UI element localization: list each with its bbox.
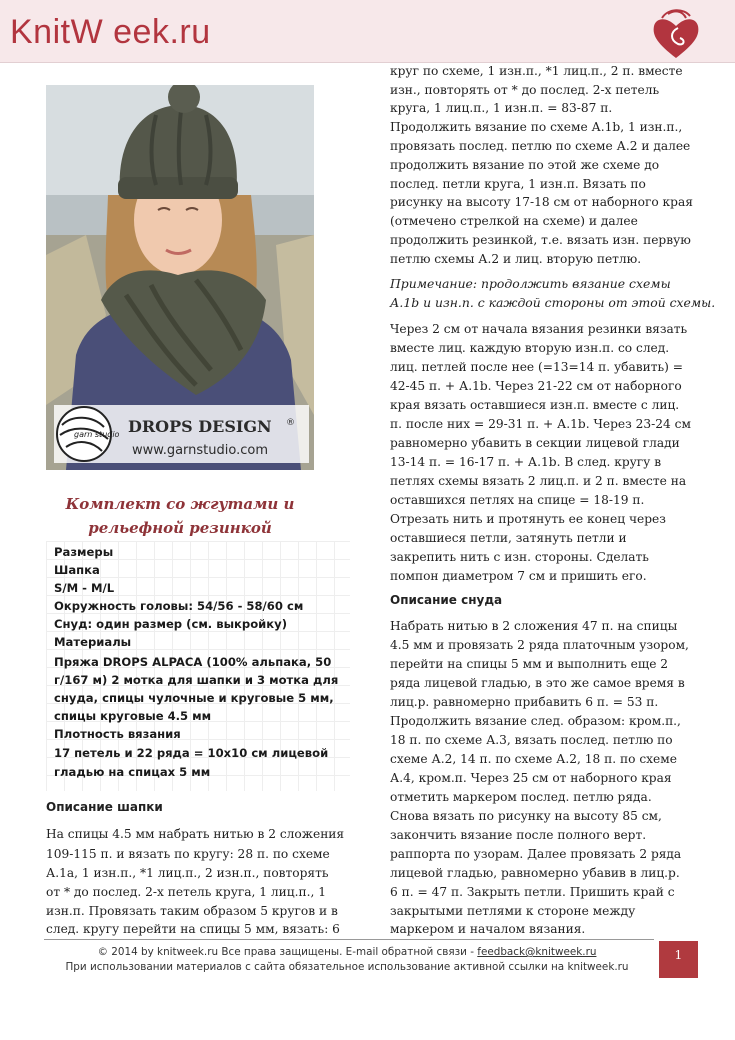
spec-line: Материалы [54,635,132,649]
site-header [0,0,735,63]
snood-text-line: 18 п. по схеме А.3, вязать послед. петлю по [390,733,673,747]
spec-line: 17 петель и 22 ряда = 10х10 см лицевой [54,746,329,760]
snood-text-line: перейти на спицы 5 мм и выполнить еще 2 [390,657,669,671]
garnstudio-url[interactable]: www.garnstudio.com [132,443,269,458]
title-line: рельефной резинкой [88,519,272,537]
spec-line: Снуд: один размер (см. выкройку) [54,617,288,631]
right-text-line: 13-14 п. = 16-17 п. + А.1b. В след. кругу в [390,455,662,469]
site-logo-text[interactable]: KnitW eek.ru [10,13,211,51]
snood-text-line: Набрать нитью в 2 сложения 47 п. на спицы [390,619,678,633]
right-text-line: равномерно убавить в секции лицевой глади [390,436,680,450]
right-text-line: вместе лиц. каждую вторую изн.п. со след. [390,341,670,355]
spec-line: спицы круговые 4.5 мм [54,709,212,723]
right-text-line: п. после них = 29-31 п. + А.1b. Через 23-24 см [390,417,691,431]
trademark-symbol: ® [286,418,295,428]
snood-text-line: 4.5 мм и провязать 2 ряда платочным узором, [390,638,689,652]
specifications-box [46,541,350,791]
right-text-line: оставшиеся петли, затянуть петли и [390,531,627,545]
right-text-line: провязать послед. петлю по схеме А.2 и далее [390,139,691,153]
right-text-line: продолжить резинкой, т.е. вязать изн. первую [390,233,691,247]
garnstudio-badge-text: garn studio [74,430,120,439]
drops-design-brand: DROPS DESIGN [128,417,272,436]
right-text-line: петлю схемы А.2 и лиц. вторую петлю. [390,252,642,266]
snood-text-line: 6 п. = 47 п. Закрыть петли. Пришить край с [390,885,675,899]
spec-line: Пряжа DROPS ALPACA (100% альпака, 50 [54,655,332,669]
spec-line: Плотность вязания [54,727,181,741]
right-text-line: продолжить вязание по этой же схеме до [390,158,660,172]
page-number: 1 [659,941,698,978]
right-text-line: круга, 1 лиц.п., 1 изн.п. = 83-87 п. [390,101,613,115]
woman-hat-snood-illustration [46,85,314,470]
feedback-email-link[interactable]: feedback@knitweek.ru [477,946,597,958]
hat-text-line: А.1а, 1 изн.п., *1 лиц.п., 2 изн.п., повторять [46,866,329,880]
snood-heading: Описание снуда [390,593,503,607]
snood-text-line: раппорта по узорам. Далее провязать 2 ряда [390,847,682,861]
footer-notice: При использовании материалов с сайта обязательное использование активной ссылки на knitweek.ru [65,961,629,973]
right-text-line: послед. петли круга, 1 изн.п. Вязать по [390,177,646,191]
right-text-line: Отрезать нить и протянуть ее конец через [390,512,666,526]
snood-text-line: Продолжить вязание след. образом: кром.п., [390,714,681,728]
snood-text-line: лицевой гладью, равномерно убавив в лиц.р. [390,866,680,880]
right-text-line: Продолжить вязание по схеме А.1b, 1 изн.п., [390,120,683,134]
spec-line: Размеры [54,545,114,559]
spec-line: снуда, спицы чулочные и круговые 5 мм, [54,691,334,705]
spec-line: Шапка [54,563,100,577]
pattern-title [46,492,314,540]
hat-text-line: На спицы 4.5 мм набрать нитью в 2 сложения [46,827,345,841]
snood-text-line: маркером и началом вязания. [390,922,586,936]
hat-text-line: от * до послед. 2-х петель круга, 1 лиц.п., 1 [46,885,326,899]
snood-text-line: Снова вязать по рисунку на высоту 85 см, [390,809,662,823]
hat-text-line: изн.п. Провязать таким образом 5 кругов и в [46,904,338,918]
right-text-line: рисунку на высоту 17-18 см от наборного края [390,195,693,209]
title-line: Комплект со жгутами и [65,495,295,513]
spec-line: гладью на спицах 5 мм [54,765,211,779]
note-line: Примечание: продолжить вязание схемы [390,276,671,291]
heart-yarn-logo-icon [648,6,704,60]
right-text-line: помпон диаметром 7 см и пришить его. [390,569,647,583]
hat-text-line: след. кругу перейти на спицы 5 мм, вязать: 6 [46,922,340,936]
spec-line: Окружность головы: 54/56 - 58/60 см [54,599,304,613]
hat-heading: Описание шапки [46,800,163,814]
right-text-line: круг по схеме, 1 изн.п., *1 лиц.п., 2 п. вместе [390,64,683,78]
note-line: А.1b и изн.п. с каждой стороны от этой схемы. [390,295,716,310]
snood-text-line: А.4, кром.п. Через 25 см от наборного края [390,771,672,785]
right-text-line: лиц. петлей после нее (=13=14 п. убавить) = [390,360,683,374]
right-text-line: изн., повторять от * до послед. 2-х петель [390,83,660,97]
right-text-line: петлях схемы вязать 2 лиц.п. и 2 п. вместе на [390,474,687,488]
footer-divider [44,939,654,940]
snood-text-line: лиц.р. равномерно прибавить 6 п. = 53 п. [390,695,659,709]
right-text-line: 42-45 п. + А.1b. Через 21-22 см от наборного [390,379,682,393]
right-text-line: Через 2 см от начала вязания резинки вязать [390,322,688,336]
footer-copyright [42,946,652,958]
hat-text-line: 109-115 п. и вязать по кругу: 28 п. по схеме [46,847,330,861]
snood-text-line: ряда лицевой гладью, в это же самое время в [390,676,685,690]
right-text-line: оставшихся петлях на спице = 18-19 п. [390,493,645,507]
spec-line: г/167 м) 2 мотка для шапки и 3 мотка для [54,673,339,687]
footer-copyright-text: © 2014 by knitweek.ru Все права защищены. E-mail обратной связи - [97,946,478,958]
snood-text-line: схеме А.2, 14 п. по схеме А.2, 18 п. по схеме [390,752,677,766]
snood-text-line: закрытыми петлями к стороне между [390,904,636,918]
product-photo [46,85,314,470]
snood-text-line: закончить вязание после полного верт. [390,828,647,842]
snood-text-line: отметить маркером послед. петлю ряда. [390,790,652,804]
spec-line: S/M - M/L [54,581,115,595]
right-text-line: закрепить нить с изн. стороны. Сделать [390,550,649,564]
right-text-line: (отмечено стрелкой на схеме) и далее [390,214,638,228]
right-text-line: края вязать оставшиеся изн.п. вместе с лиц. [390,398,680,412]
